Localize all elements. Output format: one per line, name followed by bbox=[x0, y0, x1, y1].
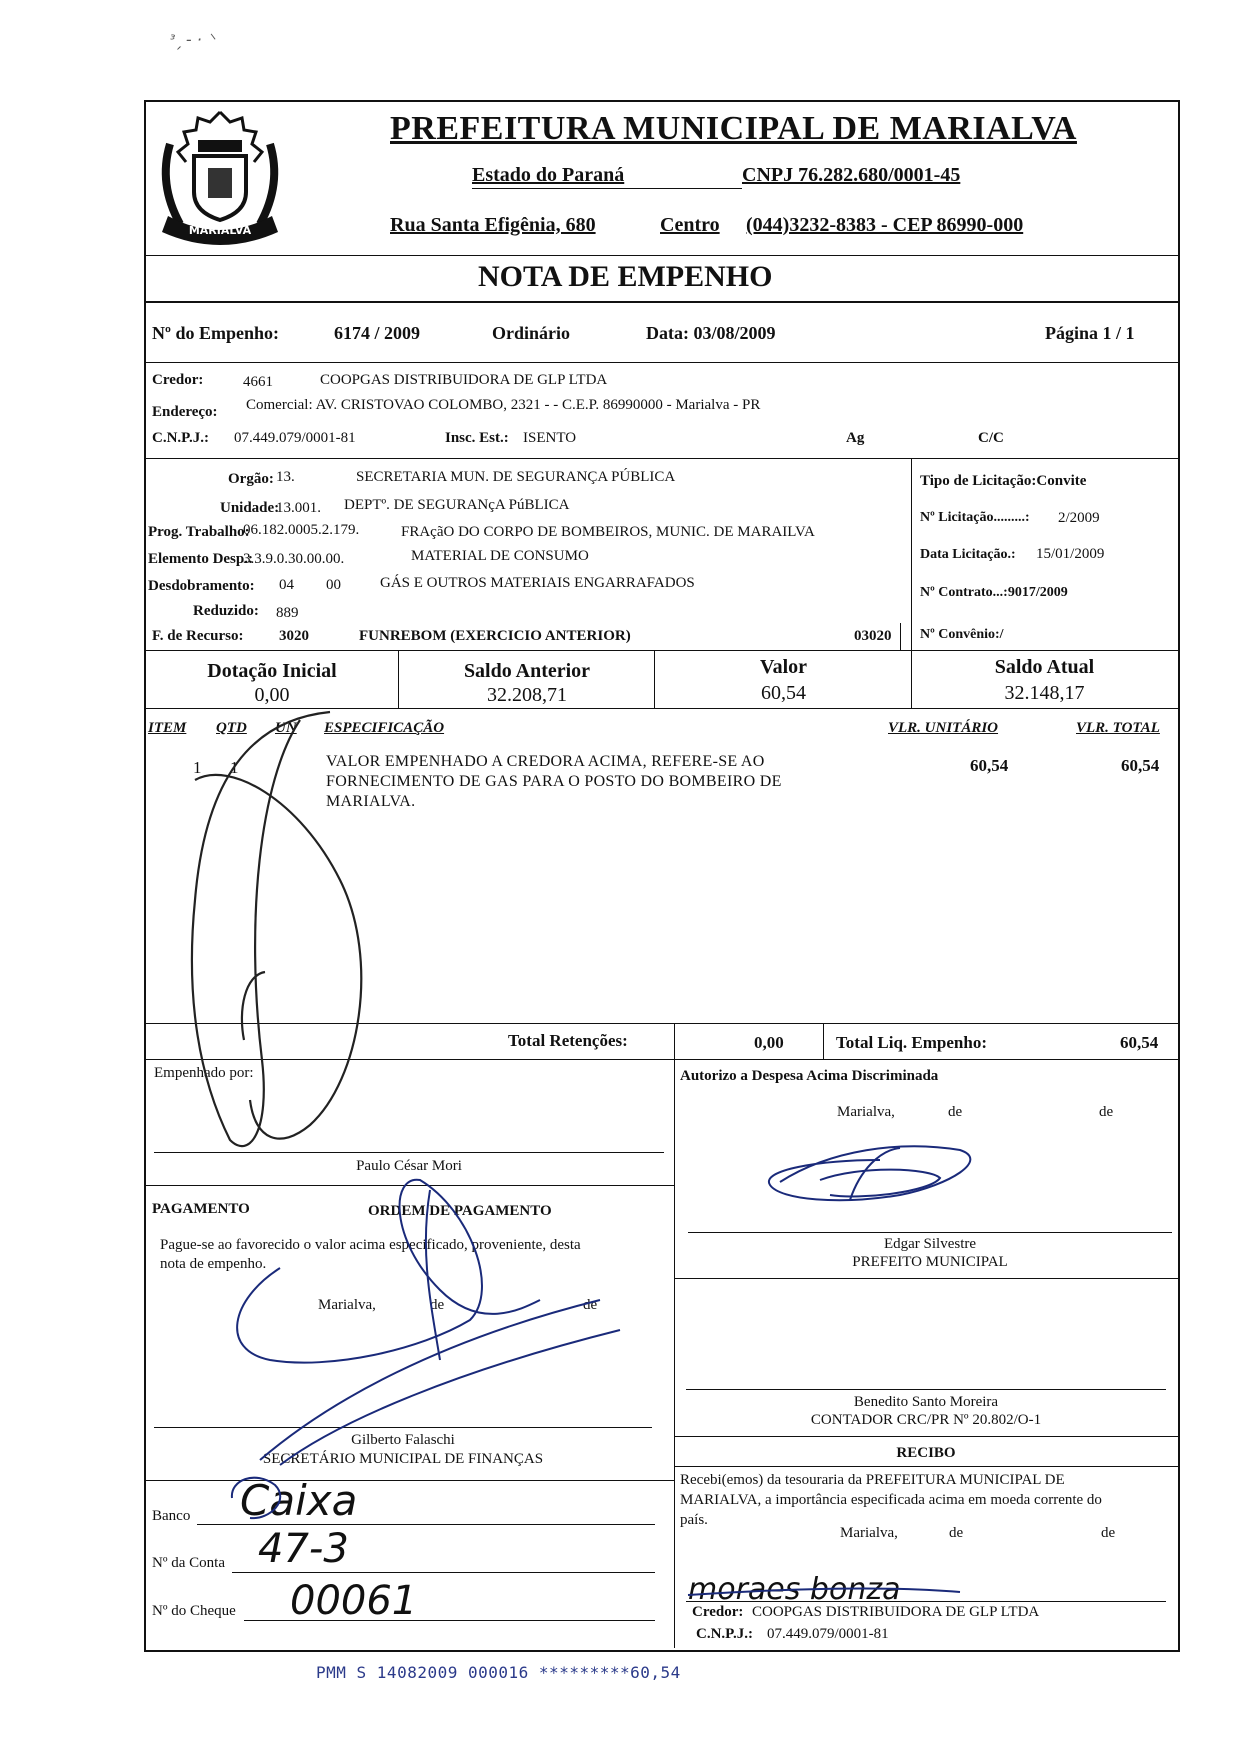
banco-label: Banco bbox=[152, 1508, 191, 1524]
elemento-label: Elemento Desp.: bbox=[148, 551, 253, 567]
pagamento-de-2: de bbox=[583, 1297, 598, 1313]
secretario-name: Gilberto Falaschi bbox=[351, 1432, 455, 1448]
item-qtd: 1 bbox=[230, 758, 239, 777]
address-district: Centro bbox=[660, 214, 720, 236]
empenho-number: 6174 / 2009 bbox=[334, 323, 421, 343]
recibo-cnpj: 07.449.079/0001-81 bbox=[767, 1626, 889, 1642]
empenho-type: Ordinário bbox=[492, 323, 571, 343]
valor-label: Valor bbox=[759, 656, 808, 678]
endereco-label: Endereço: bbox=[152, 404, 218, 420]
item-number: 1 bbox=[193, 758, 202, 777]
pagamento-city: Marialva, bbox=[318, 1297, 376, 1313]
recibo-de-2: de bbox=[1101, 1525, 1116, 1541]
recibo-city: Marialva, bbox=[840, 1525, 898, 1541]
retencoes-label: Total Retenções: bbox=[508, 1031, 628, 1050]
tipo-licitacao: Tipo de Licitação:Convite bbox=[920, 473, 1087, 489]
credor-cnpj: 07.449.079/0001-81 bbox=[234, 430, 356, 446]
address-street: Rua Santa Efigênia, 680 bbox=[390, 214, 596, 236]
recibo-de-1: de bbox=[949, 1525, 964, 1541]
document-type-title: NOTA DE EMPENHO bbox=[478, 260, 773, 293]
credor-code: 4661 bbox=[243, 374, 273, 390]
convenio: Nº Convênio:/ bbox=[920, 627, 1004, 642]
item-unit-value: 60,54 bbox=[970, 756, 1009, 775]
liquido-label: Total Liq. Empenho: bbox=[836, 1033, 987, 1052]
svg-text:MARIALVA: MARIALVA bbox=[188, 224, 252, 237]
conta-label: Nº da Conta bbox=[152, 1555, 225, 1571]
empenho-date: Data: 03/08/2009 bbox=[646, 323, 776, 343]
secretario-role: SECRETÁRIO MUNICIPAL DE FINANÇAS bbox=[262, 1451, 544, 1467]
insc-value: ISENTO bbox=[523, 430, 577, 446]
ordem-pagamento-label: ORDEM DE PAGAMENTO bbox=[368, 1203, 552, 1219]
unidade-code: 13.001. bbox=[276, 500, 321, 516]
scan-noise: ᵌ ̗ ‑ · ⸌ bbox=[170, 30, 215, 49]
orgao-label: Orgão: bbox=[228, 471, 274, 487]
recibo-title: RECIBO bbox=[896, 1445, 956, 1461]
elemento-code: 3.3.9.0.30.00.00. bbox=[243, 551, 345, 567]
pagamento-label: PAGAMENTO bbox=[152, 1201, 250, 1217]
payment-stamp: PMM S 14082009 000016 *********60,54 bbox=[316, 1663, 681, 1682]
cc-label: C/C bbox=[978, 430, 1004, 446]
page-number: Página 1 / 1 bbox=[1045, 323, 1135, 343]
insc-label: Insc. Est.: bbox=[445, 430, 509, 446]
pagamento-text-2: nota de empenho. bbox=[160, 1256, 267, 1272]
autorizo-label: Autorizo a Despesa Acima Discriminada bbox=[680, 1068, 939, 1084]
recibo-text-1: Recebi(emos) da tesouraria da PREFEITURA MUNICIPAL DE bbox=[680, 1472, 1065, 1488]
contador-name: Benedito Santo Moreira bbox=[853, 1394, 999, 1410]
saldo-anterior-label: Saldo Anterior bbox=[463, 660, 591, 682]
recibo-credor-name: COOPGAS DISTRIBUIDORA DE GLP LTDA bbox=[752, 1604, 1040, 1620]
cnpj-header: CNPJ 76.282.680/0001-45 bbox=[742, 164, 961, 186]
page-title: PREFEITURA MUNICIPAL DE MARIALVA bbox=[390, 110, 1077, 147]
unidade-name: DEPTº. DE SEGURANçA PúBLICA bbox=[344, 497, 570, 513]
empenhado-name: Paulo César Mori bbox=[356, 1158, 462, 1174]
prog-code: 06.182.0005.2.179. bbox=[243, 522, 360, 538]
col-especificacao: ESPECIFICAÇÃO bbox=[324, 720, 445, 736]
autorizo-de-2: de bbox=[1099, 1104, 1114, 1120]
col-vlr-total: VLR. TOTAL bbox=[1076, 720, 1160, 736]
recurso-name: FUNREBOM (EXERCICIO ANTERIOR) bbox=[359, 628, 631, 644]
col-item: ITEM bbox=[148, 720, 187, 736]
data-licitacao-label: Data Licitação.: bbox=[920, 547, 1016, 562]
reduzido-label: Reduzido: bbox=[193, 603, 259, 619]
banco-handwritten: Caixa bbox=[240, 1476, 358, 1525]
col-vlr-unitario: VLR. UNITÁRIO bbox=[888, 720, 999, 736]
recibo-signature: moraes bonza bbox=[688, 1572, 901, 1607]
prog-name: FRAçãO DO CORPO DE BOMBEIROS, MUNIC. DE MARAILVA bbox=[401, 524, 815, 540]
credor-label: Credor: bbox=[152, 372, 204, 388]
prefeito-role: PREFEITO MUNICIPAL bbox=[852, 1254, 1008, 1270]
saldo-anterior-value: 32.208,71 bbox=[487, 684, 567, 706]
recurso-code: 3020 bbox=[279, 628, 309, 644]
licitacao-number: 2/2009 bbox=[1058, 510, 1100, 526]
item-desc-line-1: VALOR EMPENHADO A CREDORA ACIMA, REFERE-SE AO bbox=[326, 753, 765, 770]
empenhado-label: Empenhado por: bbox=[154, 1065, 254, 1081]
cheque-label: Nº do Cheque bbox=[152, 1603, 236, 1619]
cnpj-label: C.N.P.J.: bbox=[152, 430, 209, 446]
data-licitacao: 15/01/2009 bbox=[1036, 546, 1105, 562]
pagamento-de-1: de bbox=[430, 1297, 445, 1313]
orgao-code: 13. bbox=[276, 469, 295, 485]
cheque-handwritten: 00061 bbox=[290, 1578, 418, 1624]
item-desc-line-2: FORNECIMENTO DE GAS PARA O POSTO DO BOMBEIRO DE bbox=[326, 773, 782, 790]
licitacao-label: Nº Licitação.........: bbox=[920, 510, 1030, 525]
state-name: Estado do Paraná bbox=[472, 164, 625, 186]
empenho-label: Nº do Empenho: bbox=[152, 323, 279, 343]
desdobramento-label: Desdobramento: bbox=[148, 578, 255, 594]
unidade-label: Unidade: bbox=[220, 500, 280, 516]
recibo-text-3: país. bbox=[680, 1512, 708, 1528]
saldo-atual-value: 32.148,17 bbox=[1004, 682, 1085, 704]
retencoes-value: 0,00 bbox=[754, 1033, 784, 1052]
item-desc-line-3: MARIALVA. bbox=[326, 793, 416, 810]
prog-label: Prog. Trabalho: bbox=[148, 524, 250, 540]
prefeito-name: Edgar Silvestre bbox=[883, 1236, 977, 1252]
credor-address: Comercial: AV. CRISTOVAO COLOMBO, 2321 - - C.E.P. 86990000 - Marialva - PR bbox=[246, 397, 761, 413]
col-un: UN bbox=[275, 720, 297, 736]
recurso-label: F. de Recurso: bbox=[152, 628, 244, 644]
contador-role: CONTADOR CRC/PR Nº 20.802/O-1 bbox=[810, 1412, 1042, 1428]
recurso-number: 03020 bbox=[854, 628, 892, 644]
recibo-text-2: MARIALVA, a importância especificada acima em moeda corrente do bbox=[680, 1492, 1102, 1508]
desdobramento-b: 00 bbox=[326, 577, 341, 593]
conta-handwritten: 47-3 bbox=[258, 1526, 349, 1572]
dotacao-label: Dotação Inicial bbox=[207, 660, 337, 682]
recibo-credor-label: Credor: bbox=[692, 1604, 744, 1620]
orgao-name: SECRETARIA MUN. DE SEGURANÇA PÚBLICA bbox=[356, 469, 676, 485]
ag-label: Ag bbox=[846, 430, 865, 446]
col-qtd: QTD bbox=[216, 720, 247, 736]
autorizo-de-1: de bbox=[948, 1104, 963, 1120]
contrato: Nº Contrato...:9017/2009 bbox=[920, 585, 1068, 600]
pagamento-text-1: Pague-se ao favorecido o valor acima especificado, proveniente, desta bbox=[160, 1237, 581, 1253]
credor-name: COOPGAS DISTRIBUIDORA DE GLP LTDA bbox=[320, 372, 608, 388]
autorizo-city: Marialva, bbox=[837, 1104, 895, 1120]
saldo-atual-label: Saldo Atual bbox=[994, 656, 1095, 678]
phone-cep: (044)3232-8383 - CEP 86990-000 bbox=[746, 214, 1024, 236]
recibo-cnpj-label: C.N.P.J.: bbox=[696, 1626, 753, 1642]
elemento-name: MATERIAL DE CONSUMO bbox=[411, 548, 589, 564]
reduzido-value: 889 bbox=[276, 605, 299, 621]
valor-value: 60,54 bbox=[761, 682, 806, 704]
desdobramento-name: GÁS E OUTROS MATERIAIS ENGARRAFADOS bbox=[380, 575, 695, 591]
dotacao-value: 0,00 bbox=[254, 684, 290, 706]
desdobramento-a: 04 bbox=[279, 577, 294, 593]
liquido-value: 60,54 bbox=[1120, 1033, 1159, 1052]
item-total-value: 60,54 bbox=[1121, 756, 1160, 775]
